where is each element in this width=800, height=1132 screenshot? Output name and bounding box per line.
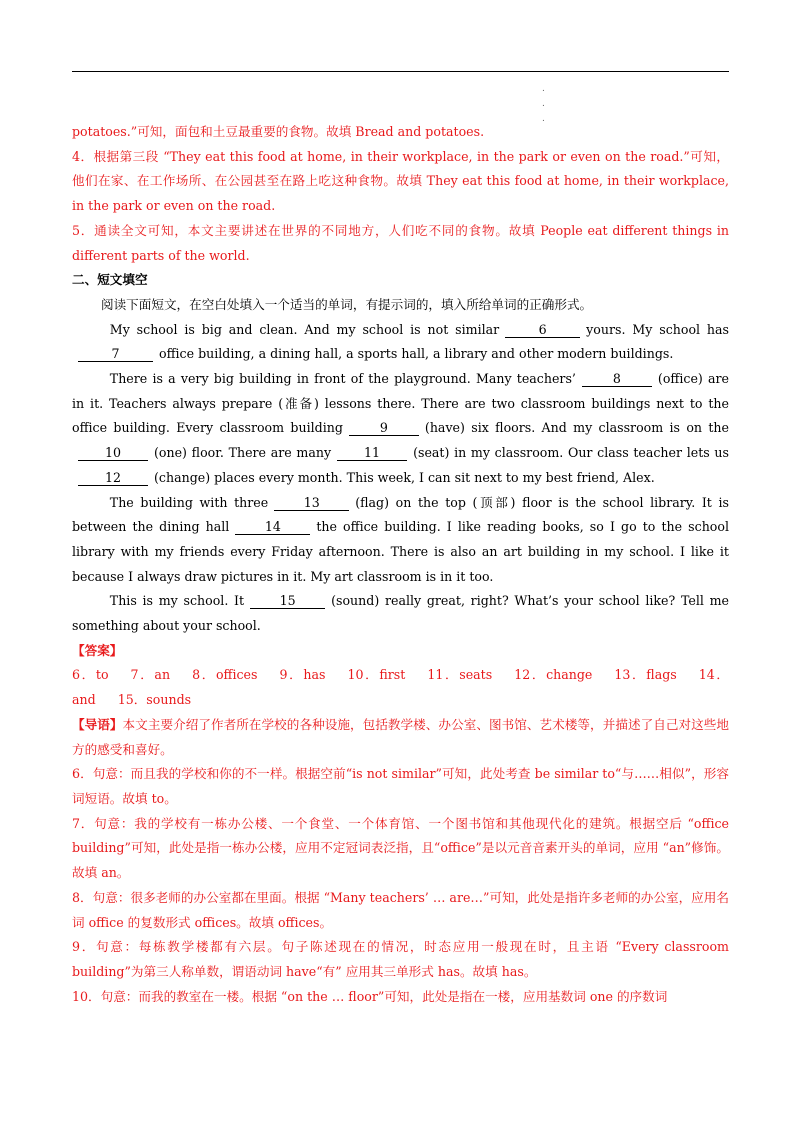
prior-answer-4: 4．根据第三段 “They eat this food at home, in their workplace, in the park or even on the road.”可知，他们在家、在工作场所、在公园甚至在路上吃这种食物。故填 They eat this food at home, in their workplace, in the park or even on the road.	[72, 148, 729, 214]
header-dots: . . .	[542, 84, 545, 124]
blank-15: 15	[250, 593, 325, 609]
answer-item: 10．first	[347, 667, 406, 683]
blank-13: 13	[274, 495, 349, 511]
blank-10: 10	[78, 445, 148, 461]
blank-7: 7	[78, 346, 153, 362]
blank-6: 6	[505, 322, 580, 338]
blank-12: 12	[78, 470, 148, 486]
answer-item: 14．and	[72, 667, 729, 708]
prior-answer-5: 5．通读全文可知，本文主要讲述在世界的不同地方，人们吃不同的食物。故填 People eat different things in different parts of the world.	[72, 222, 729, 263]
passage-paragraph-2: There is a very big building in front of the playground. Many teachers’ 8 (office) are in it. Teachers always prepare (准备) lessons there. There are two classroom buildings next to the office building. Every classroom building 9 (have) six floors. And my classroom is on the10 (one) floor. There are many 11 (seat) in my classroom. Our class teacher lets us12 (change) places every month. This week, I can sit next to my best friend, Alex.	[72, 371, 729, 485]
section-instruction: 阅读下面短文，在空白处填入一个适当的单词，有提示词的，填入所给单词的正确形式。	[100, 296, 593, 312]
blank-14: 14	[235, 519, 310, 535]
explanation-8: 8．句意：很多老师的办公室都在里面。根据 “Many teachers’ … are…”可知，此处是指许多老师的办公室，应用名词 office 的复数形式 offices。故填 offices。	[72, 889, 729, 930]
passage-paragraph-4: This is my school. It 15 (sound) really great, right? What’s your school like? Tell me something about your school.	[72, 593, 729, 634]
blank-11: 11	[337, 445, 407, 461]
guide-text: 本文主要介绍了作者所在学校的各种设施，包括教学楼、办公室、图书馆、艺术楼等，并描述了自己对这些地方的感受和喜好。	[72, 716, 730, 757]
answer-item: 7．an	[130, 667, 171, 683]
answer-item: 8．offices	[192, 667, 258, 683]
passage-paragraph-1: My school is big and clean. And my school is not similar 6 yours. My school has7 office building, a dining hall, a sports hall, a library and other modern buildings.	[72, 318, 729, 367]
document-body	[72, 120, 729, 1009]
explanation-7: 7．句意：我的学校有一栋办公楼、一个食堂、一个体育馆、一个图书馆和其他现代化的建筑。根据空后 “office building”可知，此处是指一栋办公楼，应用不定冠词表泛指，且“office”是以元音音素开头的单词，应用 “an”修饰。故填 an。	[72, 815, 729, 881]
explanation-9: 9．句意：每栋教学楼都有六层。句子陈述现在的情况，时态应用一般现在时，且主语 “Every classroom building”为第三人称单数，谓语动词 have“有” 应用其三单形式 has。故填 has。	[72, 939, 729, 979]
answer-item: 12．change	[514, 667, 593, 683]
blank-9: 9	[349, 420, 419, 436]
guide-label: 【导语】	[72, 716, 123, 732]
answer-list	[72, 663, 729, 712]
header-rule	[72, 71, 729, 72]
guide-paragraph	[72, 713, 729, 762]
answer-item: 11．seats	[427, 667, 493, 683]
explanation-6: 6．句意：而且我的学校和你的不一样。根据空前“is not similar”可知，此处考查 be similar to“与……相似”，形容词短语。故填 to。	[72, 766, 729, 806]
prior-answer-3: potatoes.”可知，面包和土豆最重要的食物。故填 Bread and potatoes.	[72, 124, 485, 139]
answer-label: 【答案】	[72, 642, 123, 658]
explanation-10: 10．句意：而我的教室在一楼。根据 “on the … floor”可知，此处是指在一楼，应用基数词 one 的序数词	[72, 988, 668, 1004]
answer-item: 6．to	[72, 667, 109, 683]
answer-item: 13．flags	[614, 667, 677, 683]
passage-paragraph-3: The building with three 13 (flag) on the top (顶部) floor is the school library. It is between the dining hall 14 the office building. I like reading books, so I go to the school library with my friends every Friday afternoon. There is also an art building in my school. I like it because I always draw pictures in it. My art classroom is in it too.	[72, 494, 729, 584]
answer-item: 15．sounds	[117, 692, 192, 708]
answer-item: 9．has	[279, 667, 326, 683]
section-title: 二、短文填空	[72, 272, 148, 288]
blank-8: 8	[582, 371, 652, 387]
